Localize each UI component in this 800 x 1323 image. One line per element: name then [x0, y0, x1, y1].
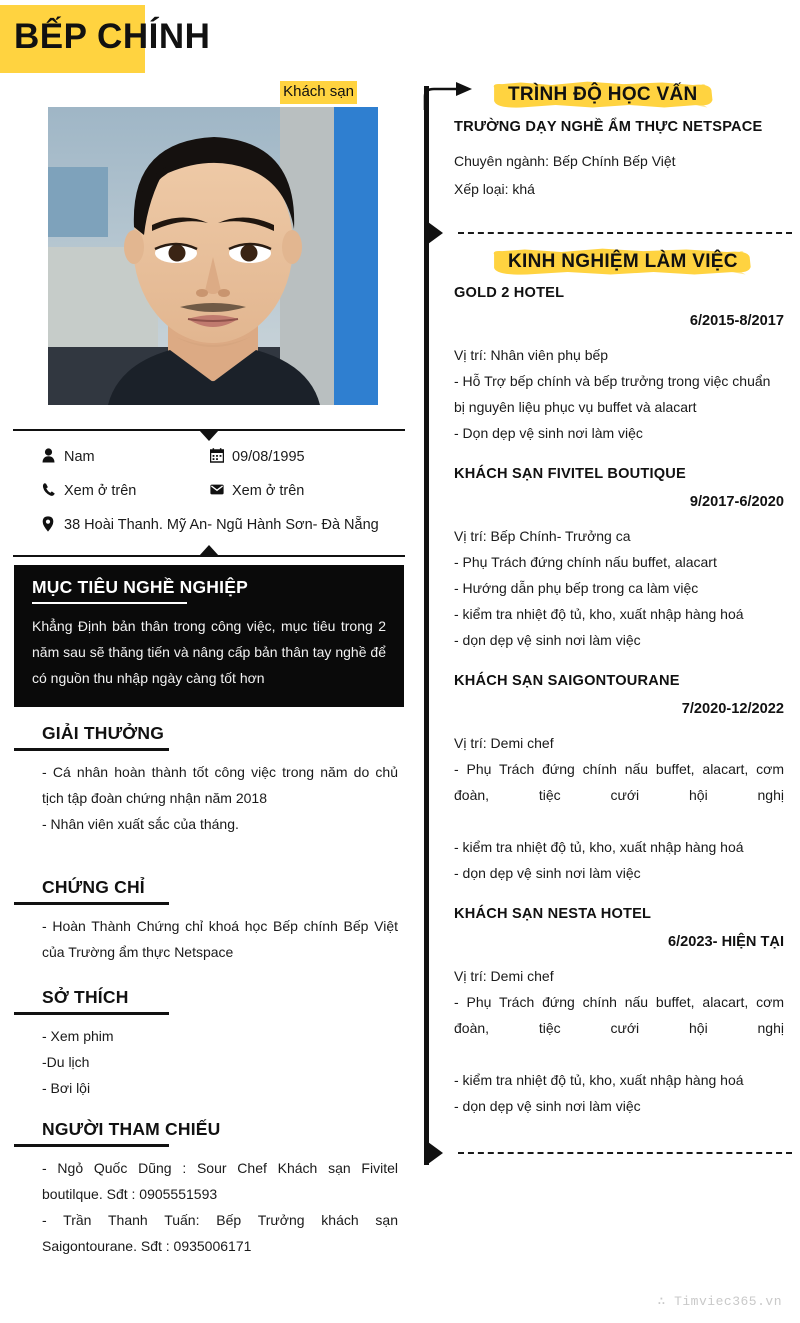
job-org: KHÁCH SẠN SAIGONTOURANE: [454, 673, 680, 689]
section-references: [14, 1101, 404, 1259]
contact-address: [42, 515, 404, 536]
contact-info: [0, 447, 418, 536]
triangle-right-icon: [428, 1142, 443, 1164]
experience-item: [454, 466, 800, 653]
hobby-item: -Du lịch: [42, 1054, 90, 1070]
section-heading-certificates: CHỨNG CHỈ: [42, 877, 145, 897]
person-icon: [42, 447, 64, 463]
contact-email-value: Xem ở trên: [232, 483, 305, 499]
contact-row: [42, 447, 404, 468]
job-details: [454, 523, 800, 653]
job-duty: - Hướng dẫn phụ bếp trong ca làm việc: [454, 580, 699, 596]
envelope-icon: [210, 481, 232, 497]
contact-email: [210, 481, 378, 502]
section-heading-references: NGƯỜI THAM CHIẾU: [42, 1119, 221, 1139]
heading-underline: [14, 1012, 169, 1015]
objective-text: Khẳng Định bản thân trong công việc, mục tiêu trong 2 năm sau sẽ thăng tiến và nâng cấp bản thân tay nghề để có nguồn thu nhập ngày càng tốt hơn: [32, 618, 386, 686]
heading-underline: [14, 1144, 169, 1147]
heading-underline: [14, 902, 169, 905]
contact-phone-value: Xem ở trên: [64, 483, 137, 499]
reference-item: - Trần Thanh Tuấn: Bếp Trưởng khách sạn Saigontourane. Sđt : 0935006171: [42, 1212, 398, 1254]
contact-dob: [210, 447, 378, 468]
photo-tag-label: Khách sạn: [280, 81, 357, 104]
job-duty: - Phụ Trách đứng chính nấu buffet, alacart, cơm đoàn, tiệc cưới hội nghị: [454, 761, 784, 803]
section-heading-awards: GIẢI THƯỞNG: [42, 723, 165, 743]
experience-item: [454, 285, 800, 446]
job-duty: - dọn dẹp vệ sinh nơi làm việc: [454, 865, 641, 881]
job-duty: - Hỗ Trợ bếp chính và bếp trưởng trong việc chuẩn bị nguyên liệu phục vụ buffet và alacart: [454, 373, 771, 415]
section-heading-objective: MỤC TIÊU NGHỀ NGHIỆP: [32, 577, 248, 597]
contact-gender: [42, 447, 210, 468]
watermark: ∴ Timviec365.vn: [657, 1294, 782, 1309]
phone-icon: [42, 481, 64, 497]
heading-underline: [32, 602, 187, 604]
avatar: [48, 107, 378, 405]
photo-container: [48, 83, 378, 405]
certificate-item: - Hoàn Thành Chứng chỉ khoá học Bếp chính Bếp Việt của Trường ẩm thực Netspace: [42, 918, 398, 960]
section-awards: [14, 707, 404, 837]
timeline-separator: [424, 221, 800, 245]
left-column: [0, 78, 418, 1259]
page-title: BẾP CHÍNH: [14, 17, 211, 56]
job-details: [454, 342, 800, 446]
award-item: - Nhân viên xuất sắc của tháng.: [42, 816, 239, 832]
section-hobbies: [14, 965, 404, 1101]
triangle-up-icon: [199, 545, 219, 556]
experience-item: [454, 906, 800, 1119]
cv-header: [0, 0, 800, 78]
contact-row: [42, 481, 404, 502]
contact-address-value: 38 Hoài Thanh. Mỹ An- Ngũ Hành Sơn- Đà Nẵng: [64, 517, 379, 533]
job-duty: - Phụ Trách đứng chính nấu buffet, alacart: [454, 554, 717, 570]
experience-item: [454, 673, 800, 886]
education-grade: Xếp loại: khá: [454, 181, 535, 197]
avatar-illustration: [48, 107, 378, 405]
dashed-line: [458, 232, 792, 234]
job-details: [454, 963, 800, 1119]
timeline-curved-arrow-icon: [422, 80, 480, 114]
job-details: [454, 730, 800, 886]
right-column: [424, 78, 800, 1165]
contact-divider-bottom: [10, 549, 408, 565]
job-dates: 6/2023- HIỆN TẠI: [668, 934, 784, 950]
job-duty: - dọn dẹp vệ sinh nơi làm việc: [454, 632, 641, 648]
hobby-item: - Bơi lội: [42, 1080, 91, 1096]
contact-row: [42, 515, 404, 536]
job-dates: 7/2020-12/2022: [681, 701, 784, 717]
job-position: Vị trí: Demi chef: [454, 968, 554, 984]
job-dates: 6/2015-8/2017: [689, 313, 784, 329]
section-experience: [454, 247, 800, 1119]
job-duty: - kiểm tra nhiệt độ tủ, kho, xuất nhập hàng hoá: [454, 839, 744, 855]
section-heading-education: [490, 80, 716, 110]
job-duty: - dọn dẹp vệ sinh nơi làm việc: [454, 1098, 641, 1114]
dashed-line: [458, 1152, 792, 1154]
calendar-icon: [210, 447, 232, 463]
timeline-separator: [424, 1141, 800, 1165]
section-heading-experience-label: KINH NGHIỆM LÀM VIỆC: [508, 251, 738, 272]
job-duty: - Phụ Trách đứng chính nấu buffet, alacart, cơm đoàn, tiệc cưới hội nghị: [454, 994, 784, 1036]
heading-underline: [14, 748, 169, 751]
section-education: [454, 80, 800, 203]
award-item: - Cá nhân hoàn thành tốt công việc trong năm do chủ tịch tập đoàn chứng nhận năm 2018: [42, 764, 398, 806]
job-position: Vị trí: Nhân viên phụ bếp: [454, 347, 609, 363]
hobby-item: - Xem phim: [42, 1028, 114, 1044]
job-org: KHÁCH SẠN FIVITEL BOUTIQUE: [454, 466, 686, 482]
section-heading-experience: [490, 247, 756, 277]
contact-dob-value: 09/08/1995: [232, 449, 305, 465]
contact-phone: [42, 481, 210, 502]
job-duty: - kiểm tra nhiệt độ tủ, kho, xuất nhập hàng hoá: [454, 1072, 744, 1088]
section-heading-education-label: TRÌNH ĐỘ HỌC VẤN: [508, 84, 698, 105]
job-duty: - kiểm tra nhiệt độ tủ, kho, xuất nhập hàng hoá: [454, 606, 744, 622]
education-major: Chuyên ngành: Bếp Chính Bếp Việt: [454, 153, 676, 169]
job-duty: - Dọn dẹp vệ sinh nơi làm việc: [454, 425, 643, 441]
contact-divider-top: [10, 423, 408, 437]
right-content: [424, 80, 800, 1165]
job-org: GOLD 2 HOTEL: [454, 285, 565, 301]
triangle-right-icon: [428, 222, 443, 244]
location-pin-icon: [42, 515, 64, 532]
section-heading-hobbies: SỞ THÍCH: [42, 987, 129, 1007]
job-org: KHÁCH SẠN NESTA HOTEL: [454, 906, 652, 922]
job-dates: 9/2017-6/2020: [689, 494, 784, 510]
section-career-objective: [14, 565, 404, 707]
job-position: Vị trí: Demi chef: [454, 735, 554, 751]
reference-item: - Ngỏ Quốc Dũng : Sour Chef Khách sạn Fivitel boutilque. Sđt : 0905551593: [42, 1160, 398, 1202]
contact-gender-value: Nam: [64, 449, 95, 465]
section-certificates: [14, 837, 404, 965]
education-school: TRƯỜNG DẠY NGHỀ ẨM THỰC NETSPACE: [454, 119, 763, 135]
job-position: Vị trí: Bếp Chính- Trưởng ca: [454, 528, 631, 544]
triangle-down-icon: [199, 430, 219, 441]
